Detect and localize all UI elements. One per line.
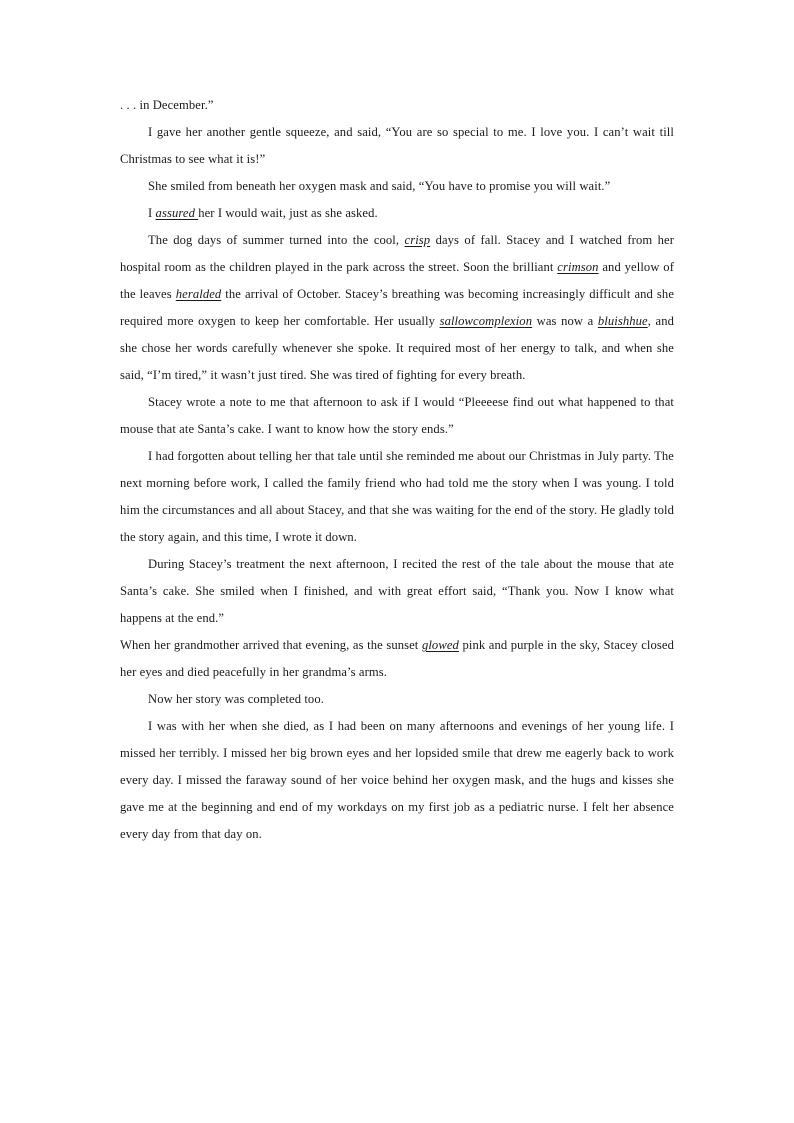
- paragraph: [120, 200, 674, 227]
- text-segment: , and she chose her words carefully whenever she spoke. It required most of her energy to talk, and when she said, “I’m tired,” it wasn’t just tired. She was tired of fighting for every breath.: [120, 314, 674, 382]
- paragraph: [120, 119, 674, 173]
- text-segment: During Stacey’s treatment the next afternoon, I recited the rest of the tale about the mouse that ate Santa’s cake. She smiled when I finished, and with great effort said, “Thank you. Now I know what happens at the end.”: [120, 557, 674, 625]
- paragraph: [120, 632, 674, 686]
- emphasized-word: heralded: [175, 287, 222, 301]
- text-segment: I had forgotten about telling her that tale until she reminded me about our Christmas in July party. The next morning before work, I called the family friend who had told me the story when I was young. I told him the circumstances and all about Stacey, and that she was waiting for the end of the story. He gladly told the story again, and this time, I wrote it down.: [120, 449, 674, 544]
- emphasized-word: crimson: [557, 260, 599, 274]
- text-segment: the arrival of October. Stacey’s breathing was becoming increasingly difficult and she required more oxygen to keep her comfortable. Her usually: [120, 287, 675, 328]
- text-segment: her I would wait, just as she asked.: [198, 206, 378, 220]
- text-segment: Now her story was completed too.: [148, 692, 324, 706]
- text-segment: When her grandmother arrived that evening, as the sunset: [120, 638, 422, 652]
- paragraph: [120, 686, 674, 713]
- text-segment: and yellow of the leaves: [120, 260, 674, 301]
- emphasized-word: glowed: [421, 638, 459, 652]
- text-segment: was now a: [532, 314, 598, 328]
- text-segment: . . . in December.”: [120, 98, 214, 112]
- paragraph: [120, 389, 674, 443]
- text-segment: days of fall. Stacey and I watched from her hospital room as the children played in the park across the street. Soon the brilliant: [120, 233, 674, 274]
- paragraph: [120, 551, 674, 632]
- emphasized-word: crisp: [404, 233, 431, 247]
- text-segment: Stacey wrote a note to me that afternoon to ask if I would “Pleeeese find out what happened to that mouse that ate Santa’s cake. I want to know how the story ends.”: [120, 395, 674, 436]
- text-segment: I: [148, 206, 156, 220]
- text-segment: pink and purple in the sky, Stacey closed her eyes and died peacefully in her grandma’s arms.: [120, 638, 675, 679]
- paragraph: [120, 92, 674, 119]
- emphasized-word: sallowcomplexion: [439, 314, 533, 328]
- text-segment: She smiled from beneath her oxygen mask and said, “You have to promise you will wait.”: [148, 179, 611, 193]
- emphasized-word: bluishhue: [597, 314, 648, 328]
- paragraph: [120, 713, 674, 848]
- text-segment: The dog days of summer turned into the cool,: [148, 233, 405, 247]
- paragraph: [120, 227, 674, 389]
- text-segment: I gave her another gentle squeeze, and said, “You are so special to me. I love you. I can’t wait till Christmas to see what it is!”: [120, 125, 674, 166]
- emphasized-word: assured: [155, 206, 199, 220]
- document-page: [120, 92, 674, 848]
- paragraph: [120, 173, 674, 200]
- text-segment: I was with her when she died, as I had been on many afternoons and evenings of her young life. I missed her terribly. I missed her big brown eyes and her lopsided smile that drew me eagerly back to work every day. I missed the faraway sound of her voice behind her oxygen mask, and the hugs and kisses she gave me at the beginning and end of my workdays on my first job as a pediatric nurse. I felt her absence every day from that day on.: [120, 719, 674, 841]
- paragraph: [120, 443, 674, 551]
- story-text: [120, 92, 674, 848]
